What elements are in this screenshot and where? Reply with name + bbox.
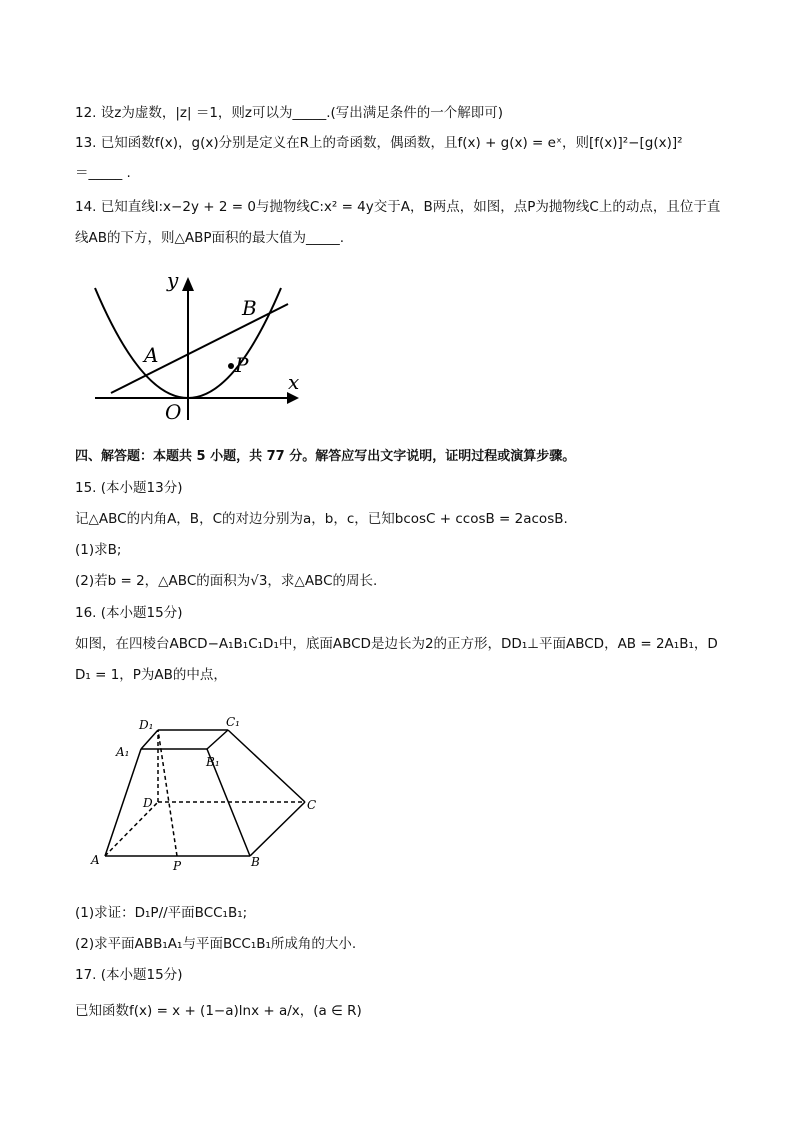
label-a: A	[144, 343, 159, 367]
question-14-line2: 线AB的下方，则△ABP面积的最大值为_____.	[75, 230, 345, 246]
question-13-line1: 13. 已知函数f(x)，g(x)分别是定义在R上的奇函数，偶函数，且f(x) + g(x) = eˣ，则[f(x)]²−[g(x)]²	[75, 135, 683, 151]
edge-ad-hidden	[105, 802, 158, 856]
label-c1: C₁	[226, 715, 240, 729]
label-x: x	[288, 370, 300, 394]
label-o: O	[165, 400, 182, 424]
point-p-dot	[228, 363, 234, 369]
label-p: P	[235, 353, 249, 377]
question-14-line1: 14. 已知直线l:x−2y + 2 = 0与抛物线C:x² = 4y交于A，B两点，如图，点P为抛物线C上的动点，且位于直	[75, 199, 721, 215]
label-b: B	[251, 855, 260, 869]
question-15-heading: 15. (本小题13分)	[75, 480, 183, 496]
frustum-figure	[85, 708, 335, 878]
edge-cc1	[228, 730, 305, 802]
question-15-part2: (2)若b = 2，△ABC的面积为√3，求△ABC的周长.	[75, 573, 378, 589]
label-a: A	[91, 853, 100, 867]
section-4-heading: 四、解答题：本题共 5 小题，共 77 分。解答应写出文字说明，证明过程或演算步骤。	[75, 449, 576, 464]
edge-a1d1	[141, 730, 158, 749]
question-16-heading: 16. (本小题15分)	[75, 605, 183, 621]
label-d1: D₁	[139, 718, 154, 732]
question-15-statement: 记△ABC的内角A，B，C的对边分别为a，b，c，已知bcosC + ccosB = 2acosB.	[75, 511, 568, 527]
edge-aa1	[105, 749, 141, 856]
edge-bc	[250, 802, 305, 856]
label-a1: A₁	[116, 745, 130, 759]
label-b: B	[242, 296, 257, 320]
label-c: C	[307, 798, 317, 812]
question-17-statement: 已知函数f(x) = x + (1−a)lnx + a/x，(a ∈ R)	[75, 1003, 362, 1019]
question-16-part1: (1)求证：D₁P//平面BCC₁B₁;	[75, 905, 248, 921]
question-13-line2: ＝_____ .	[75, 165, 131, 181]
question-15-part1: (1)求B;	[75, 542, 122, 558]
label-y: y	[167, 268, 179, 292]
label-b1: B₁	[206, 755, 220, 769]
y-axis-arrow	[182, 277, 194, 291]
label-d: D	[143, 796, 153, 810]
question-12: 12. 设z为虚数，|z| ＝1，则z可以为_____.(写出满足条件的一个解即可)	[75, 105, 504, 121]
question-16-line1: 如图，在四棱台ABCD−A₁B₁C₁D₁中，底面ABCD是边长为2的正方形，DD₁⊥平面ABCD，AB = 2A₁B₁，D	[75, 636, 718, 652]
label-p: P	[173, 859, 182, 873]
question-16-line2: D₁ = 1，P为AB的中点，	[75, 667, 227, 683]
question-16-part2: (2)求平面ABB₁A₁与平面BCC₁B₁所成角的大小.	[75, 936, 357, 952]
parabola-figure	[85, 265, 315, 425]
line-l	[111, 304, 288, 393]
edge-b1c1	[207, 730, 228, 749]
question-17-heading: 17. (本小题15分)	[75, 967, 183, 983]
